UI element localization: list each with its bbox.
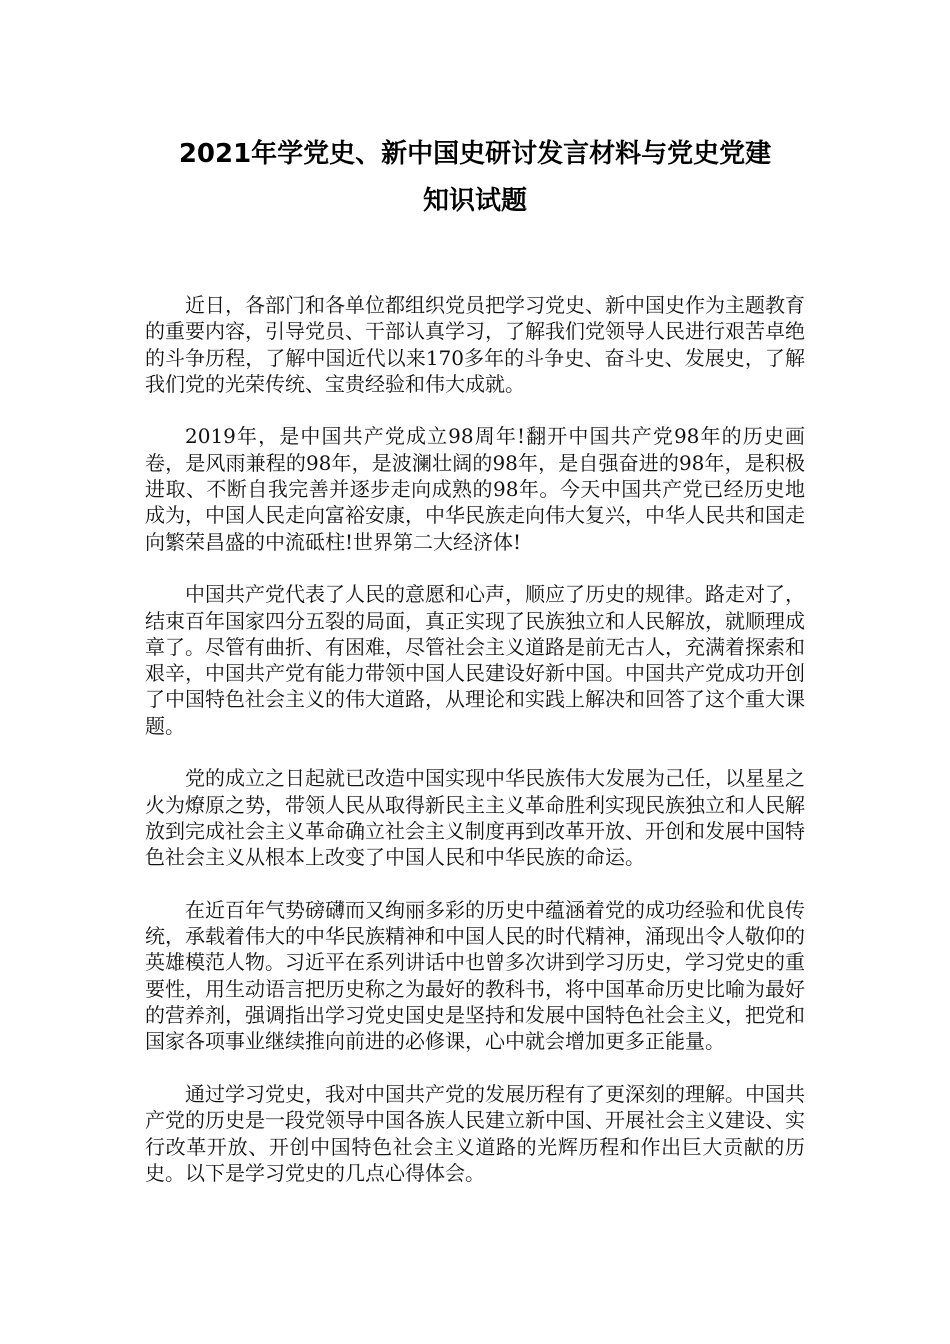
paragraph: 中国共产党代表了人民的意愿和心声，顺应了历史的规律。路走对了，结束百年国家四分五裂的局面，真正实现了民族独立和人民解放，就顺理成章了。尽管有曲折、有困难，尽管社会主义道路是前无古人，充满着探索和艰辛，中国共产党有能力带领中国人民建设好新中国。中国共产党成功开创了中国特色社会主义的伟大道路，从理论和实践上解决和回答了这个重大课题。 [145, 582, 805, 738]
document-title-line-1: 2021年学党史、新中国史研讨发言材料与党史党建 [178, 139, 772, 169]
paragraph: 近日，各部门和各单位都组织党员把学习党史、新中国史作为主题教育的重要内容，引导党员、干部认真学习，了解我们党领导人民进行艰苦卓绝的斗争历程，了解中国近代以来170多年的斗争史、奋斗史、发展史，了解我们党的光荣传统、宝贵经验和伟大成就。 [145, 293, 805, 396]
document-title-line-2: 知识试题 [422, 186, 527, 216]
document-body [145, 292, 805, 1212]
paragraph: 2019年，是中国共产党成立98周年!翻开中国共产党98年的历史画卷，是风雨兼程的98年，是波澜壮阔的98年，是自强奋进的98年，是积极进取、不断自我完善并逐步走向成熟的98年。今天中国共产党已经历史地成为，中国人民走向富裕安康，中华民族走向伟大复兴，中华人民共和国走向繁荣昌盛的中流砥柱!世界第二大经济体! [145, 424, 805, 554]
paragraph: 在近百年气势磅礴而又绚丽多彩的历史中蕴涵着党的成功经验和优良传统，承载着伟大的中华民族精神和中国人民的时代精神，涌现出令人敬仰的英雄模范人物。习近平在系列讲话中也曾多次讲到学习历史，学习党史的重要性，用生动语言把历史称之为最好的教科书，将中国革命历史比喻为最好的营养剂，强调指出学习党史国史是坚持和发展中国特色社会主义，把党和国家各项事业继续推向前进的必修课，心中就会增加更多正能量。 [145, 897, 805, 1054]
paragraph: 通过学习党史，我对中国共产党的发展历程有了更深刻的理解。中国共产党的历史是一段党领导中国各族人民建立新中国、开展社会主义建设、实行改革开放、开创中国特色社会主义道路的光辉历程和作出巨大贡献的历史。以下是学习党史的几点心得体会。 [145, 1081, 805, 1185]
paragraph: 党的成立之日起就已改造中国实现中华民族伟大发展为己任，以星星之火为燎原之势，带领人民从取得新民主主义革命胜利实现民族独立和人民解放到完成社会主义革命确立社会主义制度再到改革开放、开创和发展中国特色社会主义从根本上改变了中国人民和中华民族的命运。 [145, 766, 805, 870]
